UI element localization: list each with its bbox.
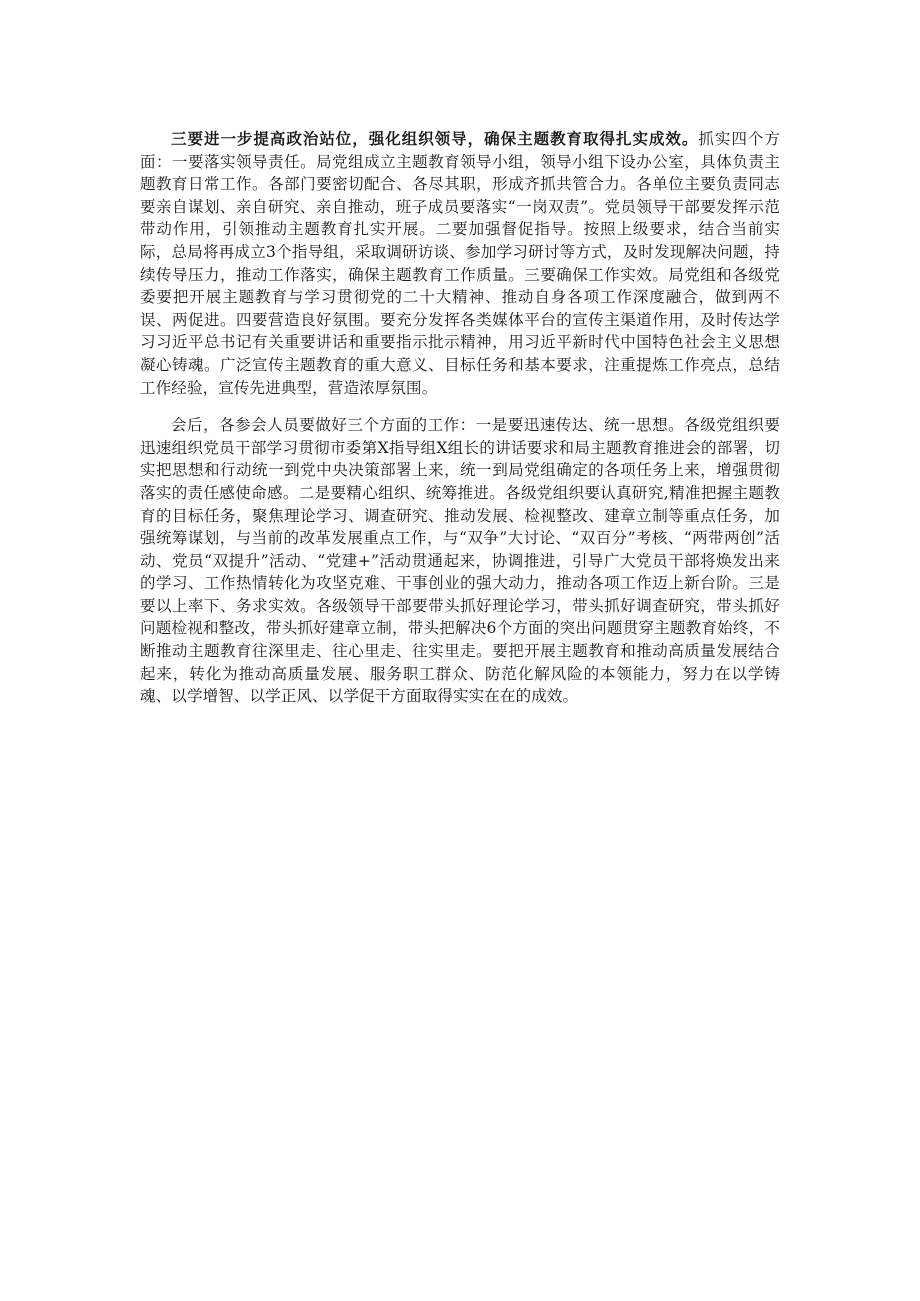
paragraph-body-text: 抓实四个方面：一要落实领导责任。局党组成立主题教育领导小组，领导小组下设办公室，具体负责主题教育日常工作。各部门要密切配合、各尽其职，形成齐抓共管合力。各单位主要负责同志要亲自谋划、亲自研究、亲自推动，班子成员要落实“一岗双责”。党员领导干部要发挥示范带动作用，引领推动主题教育扎实开展。二要加强督促指导。按照上级要求，结合当前实际，总局将再成立3个指导组，采取调研访谈、参加学习研讨等方式，及时发现解决问题，持续传导压力，推动工作落实，确保主题教育工作质量。三要确保工作实效。局党组和各级党委要把开展主题教育与学习贯彻党的二十大精神、推动自身各项工作深度融合，做到两不误、两促进。四要营造良好氛围。要充分发挥各类媒体平台的宣传主渠道作用，及时传达学习习近平总书记有关重要讲话和重要指示批示精神，用习近平新时代中国特色社会主义思想凝心铸魂。广泛宣传主题教育的重大意义、目标任务和基本要求，注重提炼工作亮点，总结工作经验，宣传先进典型，营造浓厚氛围。: [140, 130, 780, 397]
paragraph-body-text: 会后，各参会人员要做好三个方面的工作：一是要迅速传达、统一思想。各级党组织要迅速组织党员干部学习贯彻市委第X指导组X组长的讲话要求和局主题教育推进会的部署，切实把思想和行动统一到党中央决策部署上来，统一到局党组确定的各项任务上来，增强贯彻落实的责任感使命感。二是要精心组织、统筹推进。各级党组织要认真研究,精准把握主题教育的目标任务，聚焦理论学习、调查研究、推动发展、检视整改、建章立制等重点任务，加强统筹谋划，与当前的改革发展重点工作，与“双争”大讨论、“双百分”考核、“两带两创”活动、党员“双提升”活动、“党建+”活动贯通起来，协调推进，引导广大党员干部将焕发出来的学习、工作热情转化为攻坚克难、干事创业的强大动力，推动各项工作迈上新台阶。三是要以上率下、务求实效。各级领导干部要带头抓好理论学习，带头抓好调查研究，带头抓好问题检视和整改，带头抓好建章立制，带头把解决6个方面的突出问题贯穿主题教育始终，不断推动主题教育往深里走、往心里走、往实里走。要把开展主题教育和推动高质量发展结合起来，转化为推动高质量发展、服务职工群众、防范化解风险的本领能力，努力在以学铸魂、以学增智、以学正风、以学促干方面取得实实在在的成效。: [140, 416, 780, 706]
document-body: [140, 128, 780, 708]
paragraph-work-requirements: [140, 128, 780, 399]
paragraph-lead-heading: 三要进一步提高政治站位，强化组织领导，确保主题教育取得扎实成效。: [171, 129, 699, 148]
paragraph-after-meeting: [140, 414, 780, 708]
